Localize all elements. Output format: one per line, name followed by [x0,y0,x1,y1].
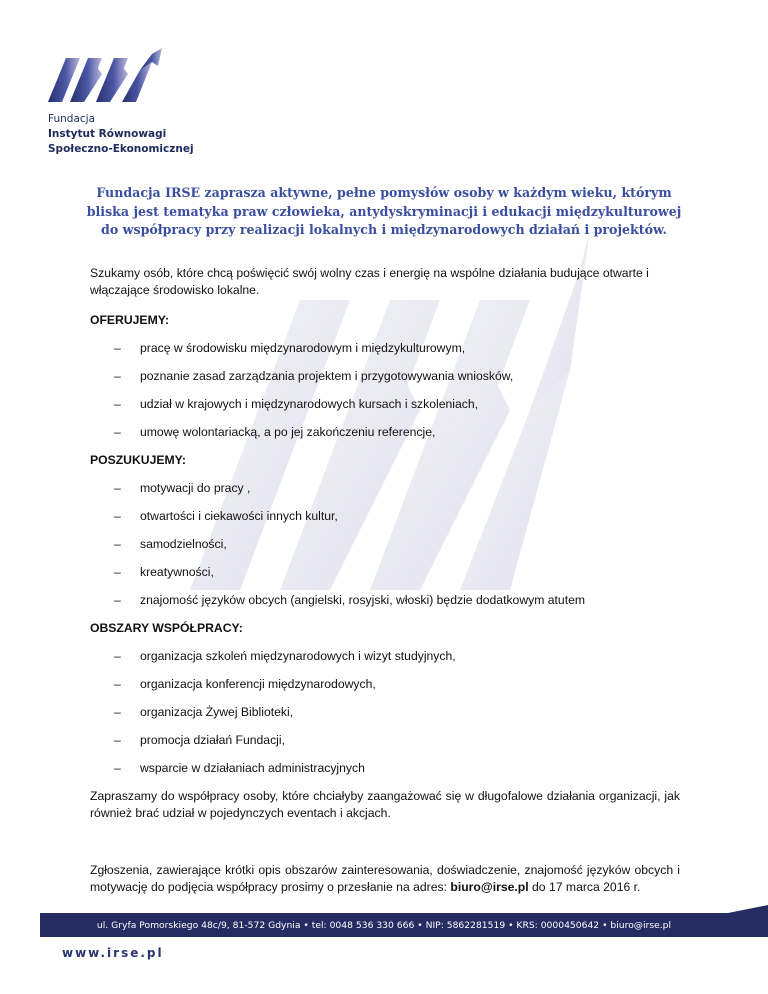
section-title-offer: OFERUJEMY: [90,313,169,327]
dash-bullet: – [114,481,121,495]
list-item [90,676,680,693]
section-title-seeking: POSZUKUJEMY: [90,453,186,467]
list-item [90,732,680,749]
dash-bullet: – [114,509,121,523]
org-name-line-2: Instytut Równowagi [48,128,167,140]
list-item [90,536,680,553]
footer-corner-accent [728,905,768,937]
list-item [90,704,680,721]
contact-email: biuro@irse.pl [450,880,529,894]
list-item-text: otwartości i ciekawości innych kultur, [140,509,338,523]
dash-bullet: – [114,341,121,355]
list-item [90,340,680,357]
org-name-line-3: Społeczno-Ekonomicznej [48,143,194,155]
seeking-list [90,480,680,609]
list-item [90,760,680,777]
areas-list [90,648,680,777]
dash-bullet: – [114,397,121,411]
closing-paragraph: Zapraszamy do współpracy osoby, które chciałyby zaangażować się w długofalowe działania organizacji, jak również brać udział w pojedynczych eventach i akcjach. [90,789,680,820]
list-item [90,508,680,525]
footer-contact-text: ul. Gryfa Pomorskiego 48c/9, 81-572 Gdynia • tel: 0048 536 330 666 • NIP: 5862281519 • KRS: 0000450642 • biuro@irse.pl [96,919,672,931]
list-item-text: poznanie zasad zarządzania projektem i przygotowywania wniosków, [140,369,514,383]
dash-bullet: – [114,425,121,439]
dash-bullet: – [114,537,121,551]
dash-bullet: – [114,565,121,579]
list-item-text: wsparcie w działaniach administracyjnych [140,761,365,775]
list-item [90,368,680,385]
organization-name [48,112,194,157]
list-item [90,396,680,413]
list-item [90,592,680,609]
list-item-text: kreatywności, [140,565,214,579]
list-item-text: organizacja konferencji międzynarodowych, [140,677,376,691]
list-item [90,424,680,441]
intro-paragraph: Szukamy osób, które chcą poświęcić swój wolny czas i energię na wspólne działania budujące otwarte i włączające środowisko lokalne. [90,266,649,297]
dash-bullet: – [114,593,121,607]
dash-bullet: – [114,705,121,719]
footer-contact-bar [40,913,728,937]
dash-bullet: – [114,677,121,691]
footer-website: www.irse.pl [62,946,164,960]
list-item-text: promocja działań Fundacji, [140,733,285,747]
dash-bullet: – [114,761,121,775]
list-item [90,648,680,665]
list-item-text: samodzielności, [140,537,227,551]
org-name-line-1: Fundacja [48,113,95,125]
offer-list [90,340,680,441]
list-item [90,480,680,497]
list-item-text: organizacja Żywej Biblioteki, [140,705,294,719]
dash-bullet: – [114,369,121,383]
list-item-text: organizacja szkoleń międzynarodowych i wizyt studyjnych, [140,649,456,663]
application-paragraph [90,862,680,896]
list-item-text: udział w krajowych i międzynarodowych kursach i szkoleniach, [140,397,479,411]
list-item [90,564,680,581]
list-item-text: pracę w środowisku międzynarodowym i międzykulturowym, [140,341,466,355]
headline: Fundacja IRSE zaprasza aktywne, pełne pomysłów osoby w każdym wieku, którym bliska jest tematyka praw człowieka, antydyskryminacji i edukacji międzykulturowej do współpracy przy realizacji lokalnych i międzynarodowych działań i projektów. [86,185,682,237]
list-item-text: umowę wolontariacką, a po jej zakończeniu referencje, [140,425,436,439]
dash-bullet: – [114,649,121,663]
letter-body [90,265,680,896]
list-item-text: znajomość języków obcych (angielski, rosyjski, włoski) będzie dodatkowym atutem [140,593,586,607]
application-deadline: do 17 marca 2016 r. [528,880,641,894]
list-item-text: motywacji do pracy , [140,481,251,495]
dash-bullet: – [114,733,121,747]
section-title-areas: OBSZARY WSPÓŁPRACY: [90,621,243,635]
application-text: Zgłoszenia, zawierające krótki opis obszarów zainteresowania, doświadczenie, znajomość języków obcych i motywację do podjęcia współpracy prosimy o przesłanie na adres: [90,863,680,894]
